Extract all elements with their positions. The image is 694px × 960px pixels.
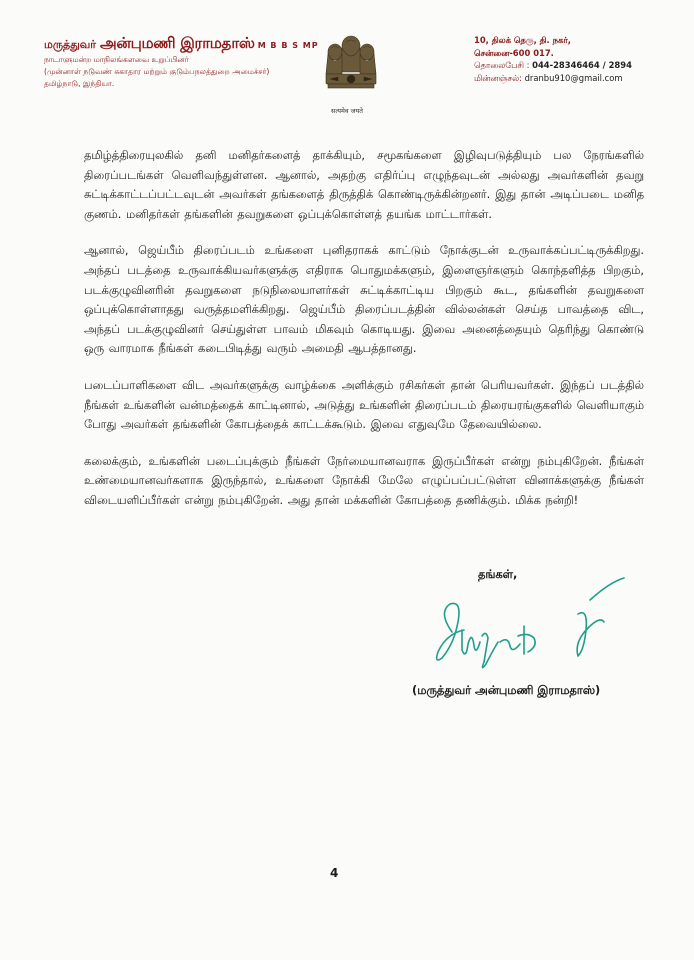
email-row <box>474 72 674 85</box>
sender-prefix: மருத்துவர் <box>44 38 97 51</box>
paragraph-3: படைப்பாளிகளை விட அவர்களுக்கு வாழ்க்கை அளிக்கும் ரசிகர்கள் தான் பெரியவர்கள். இந்தப் படத்தில் நீங்கள் உங்களின் வன்மத்தைக் காட்டினால், அடுத்து உங்களின் திரைப்படம் திரையரங்குகளில் வெளியாகும் போது அவர்கள் தங்களின் கோபத்தைக் காட்டக்கூடும். இவை எதுவுமே தேவையில்லை. <box>84 377 644 432</box>
closing-salutation: தங்கள், <box>478 567 518 581</box>
email-label: மின்னஞ்சல்: <box>474 72 525 83</box>
letterhead-sender <box>44 34 344 90</box>
sender-former-role: (முன்னாள் நடுவண் சுகாதார மற்றும் குடும்பநலத்துறை அமைச்சர்) <box>44 67 270 76</box>
letterhead-contact <box>474 34 674 84</box>
signer-name: (மருத்துவர் அன்புமணி இராமதாஸ்) <box>412 683 601 697</box>
page-number: 4 <box>330 866 339 880</box>
address-line-1: 10, திலக் தெரு, தி. நகர், <box>474 35 571 45</box>
handwritten-signature <box>428 572 638 687</box>
paragraph-4: கலைக்கும், உங்களின் படைப்புக்கும் நீங்கள் நேர்மையானவராக இருப்பீர்கள் என்று நம்புகிறேன். நீங்கள் உண்மையானவர்களாக இருந்தால், உங்களை நோக்கி மேலே எழுப்பப்பட்டுள்ள வினாக்களுக்கு நீங்கள் விடையளிப்பீர்கள் என்று நம்புகிறேன். அது தான் மக்களின் கோபத்தை தணிக்கும். மிக்க நன்றி! <box>84 453 644 507</box>
sender-designation: நாடாளுமன்ற மாநிலங்களவை உறுப்பினர் <box>44 55 189 64</box>
emblem-motto: सत्यमेव जयते <box>331 107 363 115</box>
letter-body <box>84 146 644 528</box>
sender-degree: M B B S MP <box>257 41 319 50</box>
sender-location: தமிழ்நாடு, இந்தியா. <box>44 79 115 88</box>
phone-row <box>474 59 674 72</box>
email-address: dranbu910@gmail.com <box>524 72 623 83</box>
sender-name: அன்புமணி இராமதாஸ் <box>100 34 255 52</box>
paragraph-1: தமிழ்த்திரையுலகில் தனி மனிதர்களைத் தாக்கியும், சமூகங்களை இழிவுபடுத்தியும் பல நேரங்களில் திரைப்படங்கள் வெளிவந்துள்ளன. ஆனால், அதற்கு எதிர்ப்பு எழுந்தவுடன் அல்லது அவர்களின் தவறு சுட்டிக்காட்டப்பட்டவுடன் அவர்கள் தங்களைத் திருத்திக் கொண்டிருக்கின்றனர். இது தான் அடிப்படை மனித குணம். மனிதர்கள் தங்களின் தவறுகளை ஒப்புக்கொள்ளத் தயங்க மாட்டார்கள். <box>84 148 644 221</box>
paragraph-2: ஆனால், ஜெய்பீம் திரைப்படம் உங்களை புனிதராகக் காட்டும் நோக்குடன் உருவாக்கப்பட்டிருக்கிறது. அந்தப் படத்தை உருவாக்கியவர்களுக்கு எதிராக பொதுமக்களும், இளைஞர்களும் கொந்தளித்த பிறகும், படக்குழுவினரின் தவறுகளை நடுநிலையாளர்கள் சுட்டிக்காட்டிய பிறகும் கூட, தங்களின் தவறுகளை ஒப்புக்கொள்ளாதது வருத்தமளிக்கிறது. ஜெய்பீம் திரைப்படத்தின் வில்லன்கள் செய்த பாவத்தை விட, அந்தப் படக்குழுவினர் செய்துள்ள பாவம் மிகவும் கொடியது. இவை அனைத்தையும் தெரிந்து கொண்டு ஒரு வாரமாக நீங்கள் கடைபிடித்து வரும் அமைதி ஆபத்தானது. <box>84 243 644 356</box>
address-line-2: சென்னை-600 017. <box>474 47 554 58</box>
phone-number: 044-28346464 / 2894 <box>532 60 632 71</box>
sender-name-row <box>44 34 344 54</box>
phone-label: தொலைபேசி : <box>474 60 533 71</box>
